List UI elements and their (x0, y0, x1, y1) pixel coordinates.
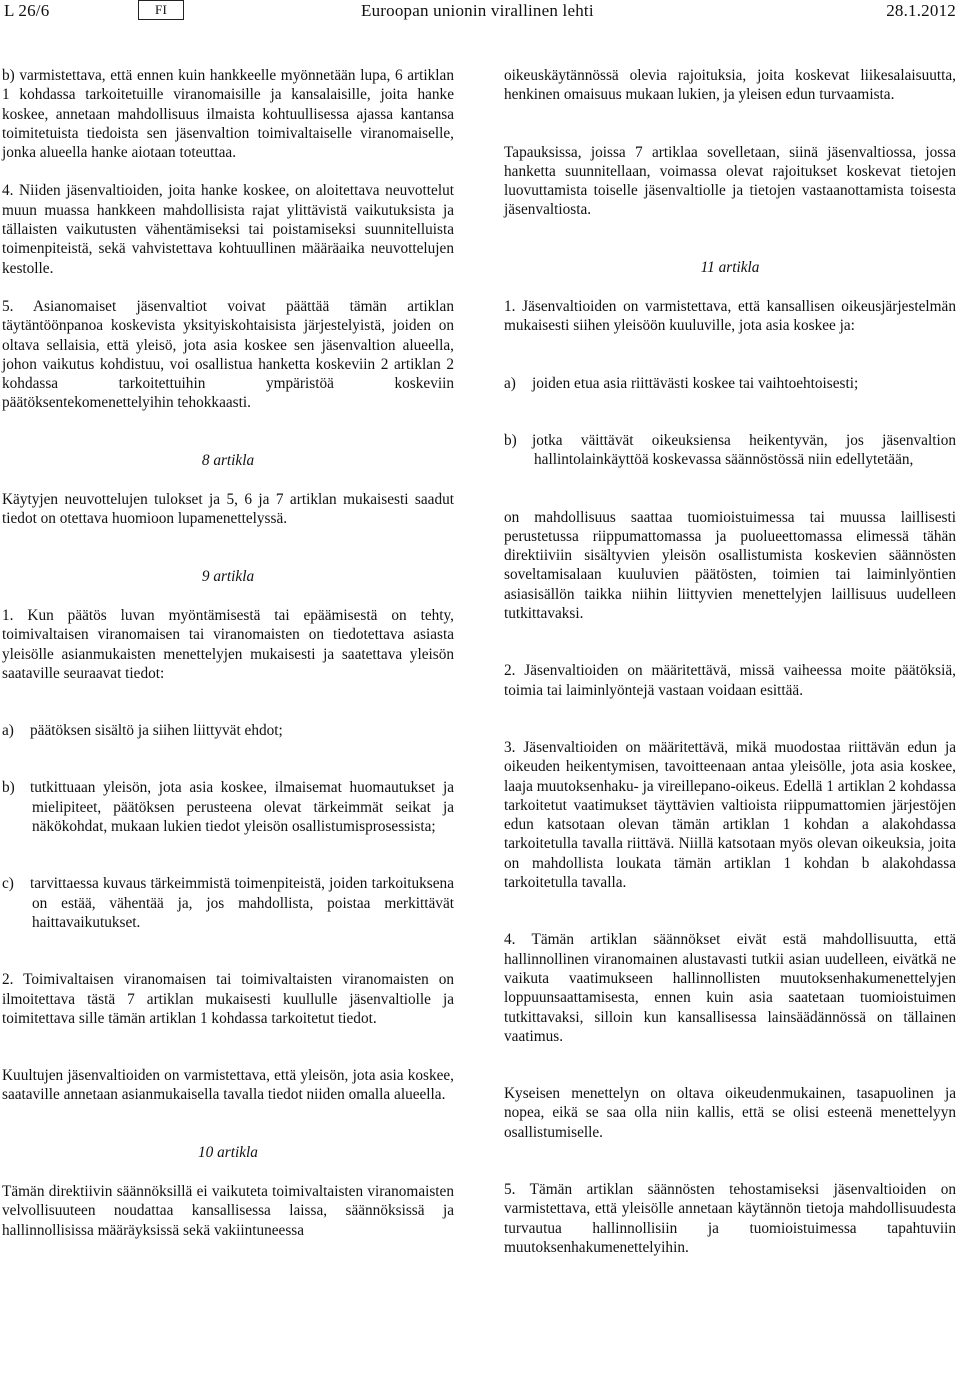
page-number: L 26/6 (4, 1, 50, 20)
left-column (2, 66, 454, 1240)
list-label: c) (2, 875, 14, 893)
paragraph: on mahdollisuus saattaa tuomioistuimessa tai muussa laillisesti perustetussa riippumattomassa ja puolueettomassa elimessä tähän direktiiviin sisältyvien yleisön osallistumista koskevien säännösten soveltamisalaan kuuluvien päätösten, toimien tai laiminlyöntien asiasisällön taikka niihin liittyvien menettelyjen laillisuus uudelleen tutkittavaksi. (504, 508, 956, 623)
list-label: a) (504, 374, 516, 392)
list-text: jotka väittävät oikeuksiensa heikentyvän, jos jäsenvaltion hallintolainkäyttöä koskevassa säännöstössä niin edellytetään, (532, 431, 956, 469)
paragraph: 2. Toimivaltaisen viranomaisen tai toimivaltaisten viranomaisten on ilmoitettava tästä 7 artiklan mukaisesti kuullulle jäsenvaltiolle ja toimitettava sille tämän artiklan 1 kohdassa tarkoitetut tiedot. (2, 971, 454, 1027)
paragraph: 5. Asianomaiset jäsenvaltiot voivat päättää tämän artiklan täytäntöönpanoa koskevista yksityiskohtaisista järjestelyistä, joiden on oltava sellaisia, että yleisö, jota asia koskee sen jäsenvaltion alueella, johon vaikutus kohdistuu, voi osallistua hanketta koskeviin 2 artiklan 2 kohdassa tarkoitettuihin ympäristöä koskeviin päätöksentekomenettelyihin tehokkaasti. (2, 297, 454, 412)
language-badge: FI (138, 0, 184, 20)
paragraph: 4. Tämän artiklan säännökset eivät estä mahdollisuutta, että hallinnollinen viranomainen alustavasti tutkii asian uudelleen, eivätkä ne vaikuta vaatimukseen hallinnollisten muutoksenhakumenettelyjen loppuunsaattamisesta, ennen kuin asia saatetaan tuomioistuimen tutkittavaksi, silloin kun kansallisessa lainsäädännössä on tällainen vaatimus. (504, 931, 956, 1045)
right-column (504, 66, 956, 1257)
paragraph: Käytyjen neuvottelujen tulokset ja 5, 6 ja 7 artiklan mukaisesti saadut tiedot on otettava huomioon lupamenettelyssä. (2, 491, 454, 528)
paragraph: 1. Kun päätös luvan myöntämisestä tai epäämisestä on tehty, toimivaltaisen viranomaisen tai viranomaisten on tiedotettava asiasta yleisölle asianmukaisten menettelyjen mukaisesti ja saatettava yleisön saataville seuraavat tiedot: (2, 606, 454, 682)
article-heading: 11 artikla (700, 258, 760, 276)
list-item (504, 431, 956, 470)
list-item (504, 374, 956, 393)
paragraph: b) varmistettava, että ennen kuin hankkeelle myönnetään lupa, 6 artiklan 1 kohdassa tarkoitetuille viranomaisille ja kansalaisille, joita hanke koskee, annetaan mahdollisuus ilmaista kohtuullisessa ajassa kantansa toimitetuista tiedoista sen jäsenvaltion toimivaltaiselle viranomaiselle, jonka alueella hanke aiotaan toteuttaa. (2, 67, 454, 162)
list-item (2, 874, 454, 932)
list-item (2, 778, 454, 836)
list-text: päätöksen sisältö ja siihen liittyvät ehdot; (30, 722, 283, 740)
article-heading: 8 artikla (201, 451, 255, 469)
paragraph: 2. Jäsenvaltioiden on määritettävä, missä vaiheessa moite päätöksiä, toimia tai laiminlyöntejä vastaan voidaan esittää. (504, 662, 956, 699)
page-header (0, 0, 960, 36)
list-label: b) (504, 431, 517, 449)
paragraph: 1. Jäsenvaltioiden on varmistettava, että kansallisen oikeusjärjestelmän mukaisesti siihen yleisöön kuuluville, jota asia koskee ja: (504, 298, 956, 335)
list-text: tarvittaessa kuvaus tärkeimmistä toimenpiteistä, joiden tarkoituksena on estää, vähentää ja, jos mahdollista, poistaa merkittävät haittavaikutukset. (30, 875, 454, 931)
paragraph: Kyseisen menettelyn on oltava oikeudenmukainen, tasapuolinen ja nopea, eikä se saa olla niin kallis, että se olisi esteenä menettelyyn osallistumiselle. (504, 1085, 956, 1141)
paragraph: 3. Jäsenvaltioiden on määritettävä, mikä muodostaa riittävän edun ja oikeuden heikentymisen, tavoitteenaan antaa yleisölle, jota asia koskee, laaja muutoksenhaku- ja vireillepano-oikeus. Edellä 1 artiklan 2 kohdassa tarkoitetut vaatimukset täyttävien valtioista riippumattomien järjestöjen edun katsotaan olevan tämän artiklan 1 kohdan a alakohdassa tarkoitetulla tavalla riittävä. Niillä katsotaan myös olevan oikeuksia, joita on mahdollista loukata tämän artiklan 1 kohdan b alakohdassa tarkoitetulla tavalla. (504, 738, 956, 892)
article-heading: 10 artikla (198, 1143, 258, 1161)
paragraph: Kuultujen jäsenvaltioiden on varmistettava, että yleisön, jota asia koskee, saataville annetaan asianmukaisella tavalla tiedot niiden omalla alueella. (2, 1067, 454, 1104)
list-label: b) (2, 779, 15, 797)
list-item (2, 721, 454, 740)
article-heading: 9 artikla (201, 567, 255, 585)
list-text: tutkittuaan yleisön, jota asia koskee, ilmaisemat huomautukset ja mielipiteet, päätöksen perusteena olevat tärkeimmät seikat ja näkökohdat, mukaan lukien tiedot yleisön osallistumisprosessista; (30, 779, 454, 836)
paragraph: oikeuskäytännössä olevia rajoituksia, joita koskevat liikesalaisuutta, henkinen omaisuus mukaan lukien, ja yleisen edun turvaamista. (504, 67, 956, 104)
paragraph: Tapauksissa, joissa 7 artiklaa sovelletaan, siinä jäsenvaltiossa, jossa hanketta suunnitellaan, voimassa olevat rajoitukset koskevat tietojen luovuttamista toiselle jäsenvaltiolle ja tietojen vastaanottamista toisesta jäsenvaltiosta. (504, 143, 956, 219)
list-text: joiden etua asia riittävästi koskee tai vaihtoehtoisesti; (532, 374, 859, 392)
list-label: a) (2, 722, 14, 740)
publication-date: 28.1.2012 (886, 1, 956, 20)
publication-title: Euroopan unionin virallinen lehti (361, 1, 594, 20)
paragraph: 4. Niiden jäsenvaltioiden, joita hanke koskee, on aloitettava neuvottelut muun muassa hankkeen mahdollisista rajat ylittävistä vaikutuksista ja tällaisten vaikutusten vähentämiseksi tai poistamiseksi suunnitelluista toimenpiteistä, sekä vahvistettava kohtuullinen määräaika neuvottelujen kestolle. (2, 182, 454, 277)
paragraph: Tämän direktiivin säännöksillä ei vaikuteta toimivaltaisten viranomaisten velvollisuuteen noudattaa kansallisessa laissa, säännöksissä ja hallinnollisissa määräyksissä sekä vakiintuneessa (2, 1182, 454, 1239)
paragraph: 5. Tämän artiklan säännösten tehostamiseksi jäsenvaltioiden on varmistettava, että yleisölle annetaan käytännön tietoja mahdollisuudesta turvautua hallinnollisiin ja tuomioistuimessa tapahtuviin muutoksenhakumenettelyihin. (504, 1180, 956, 1256)
